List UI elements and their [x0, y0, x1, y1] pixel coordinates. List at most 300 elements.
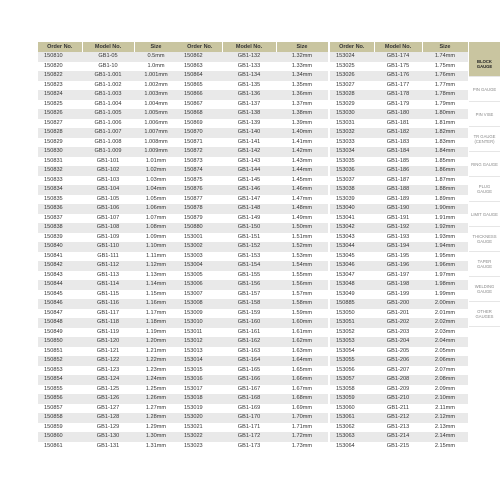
size-cell: 1.11mm [134, 252, 178, 262]
sidebar-item-tr-gauge-center[interactable]: TR GAUGE (CENTER) [469, 127, 500, 152]
order-no-cell: 153041 [330, 214, 374, 224]
size-cell: 1.65mm [276, 366, 328, 376]
order-no-cell: 150849 [38, 328, 82, 338]
order-no-cell: 150851 [38, 347, 82, 357]
table-row [178, 157, 328, 167]
table-row [38, 375, 178, 385]
size-cell: 1.38mm [276, 109, 328, 119]
order-no-cell: 150880 [178, 223, 222, 233]
size-cell: 1.33mm [276, 62, 328, 72]
order-no-cell: 153033 [330, 138, 374, 148]
model-no-cell: GB1-111 [82, 252, 134, 262]
order-no-cell: 150833 [38, 176, 82, 186]
model-no-cell: GB1-192 [374, 223, 422, 233]
order-no-cell: 150828 [38, 128, 82, 138]
order-no-cell: 153003 [178, 252, 222, 262]
size-cell: 1.05mm [134, 195, 178, 205]
size-cell: 1.49mm [276, 214, 328, 224]
table-row [178, 52, 328, 62]
table-row [330, 432, 468, 442]
order-no-cell: 153014 [178, 356, 222, 366]
model-no-cell: GB1-189 [374, 195, 422, 205]
model-no-cell: GB1-183 [374, 138, 422, 148]
table-row [38, 337, 178, 347]
model-no-cell: GB1-1.009 [82, 147, 134, 157]
order-no-cell: 153015 [178, 366, 222, 376]
category-sidebar [469, 42, 500, 327]
size-cell: 0.5mm [134, 52, 178, 62]
sidebar-item-pin-vise[interactable]: PIN VISE [469, 102, 500, 127]
size-cell: 1.66mm [276, 375, 328, 385]
size-cell: 1.71mm [276, 423, 328, 433]
table-row [330, 138, 468, 148]
order-no-cell: 150869 [178, 119, 222, 129]
size-cell: 1.18mm [134, 318, 178, 328]
table-row [330, 280, 468, 290]
table-row [330, 166, 468, 176]
order-no-cell: 153058 [330, 385, 374, 395]
size-cell: 2.13mm [422, 423, 468, 433]
order-no-cell: 150857 [38, 404, 82, 414]
model-no-cell: GB1-186 [374, 166, 422, 176]
size-cell: 1.97mm [422, 271, 468, 281]
table-row [330, 356, 468, 366]
table-row [330, 413, 468, 423]
size-cell: 1.30mm [134, 432, 178, 442]
order-no-cell: 153051 [330, 318, 374, 328]
order-no-cell: 153053 [330, 337, 374, 347]
size-cell: 1.91mm [422, 214, 468, 224]
table-row [38, 432, 178, 442]
table-row [178, 204, 328, 214]
order-no-cell: 150860 [38, 432, 82, 442]
order-no-cell: 153060 [330, 404, 374, 414]
order-no-cell: 153007 [178, 290, 222, 300]
model-no-cell: GB1-127 [82, 404, 134, 414]
table-row [38, 423, 178, 433]
model-no-cell: GB1-152 [222, 242, 276, 252]
model-no-cell: GB1-194 [374, 242, 422, 252]
model-no-cell: GB1-1.006 [82, 119, 134, 129]
model-no-cell: GB1-205 [374, 347, 422, 357]
table-row [330, 423, 468, 433]
size-cell: 1.56mm [276, 280, 328, 290]
table-row [178, 299, 328, 309]
model-no-cell: GB1-133 [222, 62, 276, 72]
order-no-cell: 153031 [330, 119, 374, 129]
table-row [38, 242, 178, 252]
header-size: Size [276, 42, 328, 52]
size-cell: 1.14mm [134, 280, 178, 290]
order-no-cell: 150875 [178, 176, 222, 186]
table-row [178, 394, 328, 404]
order-no-cell: 150879 [178, 214, 222, 224]
table-row [178, 166, 328, 176]
order-no-cell: 150824 [38, 90, 82, 100]
model-no-cell: GB1-172 [222, 432, 276, 442]
order-no-cell: 153029 [330, 100, 374, 110]
model-no-cell: GB1-207 [374, 366, 422, 376]
order-no-cell: 150871 [178, 138, 222, 148]
order-no-cell: 150861 [38, 442, 82, 452]
table-row [38, 413, 178, 423]
model-no-cell: GB1-199 [374, 290, 422, 300]
order-no-cell: 150846 [38, 299, 82, 309]
table-row [38, 204, 178, 214]
model-no-cell: GB1-206 [374, 356, 422, 366]
order-no-cell: 153023 [178, 442, 222, 452]
model-no-cell: GB1-202 [374, 318, 422, 328]
table-row [330, 366, 468, 376]
order-no-cell: 153050 [330, 309, 374, 319]
size-cell: 1.21mm [134, 347, 178, 357]
sidebar-header-bar [469, 42, 500, 52]
size-cell: 1.006mm [134, 119, 178, 129]
sidebar-item-plug-gauge[interactable]: PLUG GAUGE [469, 177, 500, 202]
size-cell: 1.80mm [422, 109, 468, 119]
order-no-cell: 153004 [178, 261, 222, 271]
table-row [330, 404, 468, 414]
model-no-cell: GB1-171 [222, 423, 276, 433]
table-row [178, 385, 328, 395]
table-row [178, 223, 328, 233]
model-no-cell: GB1-215 [374, 442, 422, 452]
order-no-cell: 150863 [178, 62, 222, 72]
table-row [178, 309, 328, 319]
order-no-cell: 153009 [178, 309, 222, 319]
gauge-table-2 [178, 42, 329, 451]
model-no-cell: GB1-103 [82, 176, 134, 186]
model-no-cell: GB1-145 [222, 176, 276, 186]
table-row [330, 147, 468, 157]
sidebar-item-pin-gauge[interactable]: PIN GAUGE [469, 77, 500, 102]
table-row [178, 366, 328, 376]
table-row [38, 138, 178, 148]
model-no-cell: GB1-170 [222, 413, 276, 423]
table-row [330, 290, 468, 300]
order-no-cell: 150873 [178, 157, 222, 167]
size-cell: 1.03mm [134, 176, 178, 186]
order-no-cell: 153038 [330, 185, 374, 195]
table-row [38, 347, 178, 357]
header-order-no: Order No. [178, 42, 222, 52]
table-row [330, 81, 468, 91]
table-row [330, 100, 468, 110]
model-no-cell: GB1-117 [82, 309, 134, 319]
model-no-cell: GB1-107 [82, 214, 134, 224]
sidebar-item-block-gauge[interactable]: BLOCK GAUGE [469, 52, 500, 77]
table-row [38, 280, 178, 290]
size-cell: 1.08mm [134, 223, 178, 233]
order-no-cell: 153055 [330, 356, 374, 366]
order-no-cell: 150866 [178, 90, 222, 100]
header-order-no: Order No. [38, 42, 82, 52]
order-no-cell: 153032 [330, 128, 374, 138]
size-cell: 1.59mm [276, 309, 328, 319]
model-no-cell: GB1-176 [374, 71, 422, 81]
model-no-cell: GB1-128 [82, 413, 134, 423]
table-row [178, 432, 328, 442]
size-cell: 2.11mm [422, 404, 468, 414]
size-cell: 1.25mm [134, 385, 178, 395]
model-no-cell: GB1-214 [374, 432, 422, 442]
table-row [330, 394, 468, 404]
table-row [38, 309, 178, 319]
table-row [178, 128, 328, 138]
order-no-cell: 150825 [38, 100, 82, 110]
size-cell: 2.10mm [422, 394, 468, 404]
size-cell: 1.36mm [276, 90, 328, 100]
table-row [178, 375, 328, 385]
model-no-cell: GB1-178 [374, 90, 422, 100]
size-cell: 1.007mm [134, 128, 178, 138]
size-cell: 1.008mm [134, 138, 178, 148]
size-cell: 1.92mm [422, 223, 468, 233]
table-row [178, 413, 328, 423]
table-row [38, 252, 178, 262]
model-no-cell: GB1-158 [222, 299, 276, 309]
size-cell: 1.83mm [422, 138, 468, 148]
size-cell: 1.24mm [134, 375, 178, 385]
size-cell: 1.17mm [134, 309, 178, 319]
order-no-cell: 153030 [330, 109, 374, 119]
table-row [330, 119, 468, 129]
sidebar-item-thickness-gauge[interactable]: THICKNESS GAUGE [469, 227, 500, 252]
size-cell: 1.26mm [134, 394, 178, 404]
model-no-cell: GB1-180 [374, 109, 422, 119]
table-row [38, 214, 178, 224]
size-cell: 1.95mm [422, 252, 468, 262]
model-no-cell: GB1-1.001 [82, 71, 134, 81]
size-cell: 1.63mm [276, 347, 328, 357]
order-no-cell: 153013 [178, 347, 222, 357]
table-row [38, 404, 178, 414]
order-no-cell: 150829 [38, 138, 82, 148]
size-cell: 1.67mm [276, 385, 328, 395]
size-cell: 1.40mm [276, 128, 328, 138]
order-no-cell: 153059 [330, 394, 374, 404]
order-no-cell: 153028 [330, 90, 374, 100]
order-no-cell: 153020 [178, 413, 222, 423]
size-cell: 2.04mm [422, 337, 468, 347]
order-no-cell: 153035 [330, 157, 374, 167]
sidebar-item-ring-gauge[interactable]: RING GAUGE [469, 152, 500, 177]
model-no-cell: GB1-102 [82, 166, 134, 176]
order-no-cell: 150830 [38, 147, 82, 157]
table-row [330, 71, 468, 81]
size-cell: 1.69mm [276, 404, 328, 414]
table-row [330, 223, 468, 233]
order-no-cell: 153019 [178, 404, 222, 414]
table-row [178, 404, 328, 414]
order-no-cell: 153039 [330, 195, 374, 205]
table-row [178, 242, 328, 252]
size-cell: 1.005mm [134, 109, 178, 119]
sidebar-item-taper-gauge[interactable]: TAPER GAUGE [469, 252, 500, 277]
model-no-cell: GB1-191 [374, 214, 422, 224]
size-cell: 1.002mm [134, 81, 178, 91]
table-row [330, 195, 468, 205]
order-no-cell: 153017 [178, 385, 222, 395]
model-no-cell: GB1-125 [82, 385, 134, 395]
table-row [38, 185, 178, 195]
size-cell: 1.32mm [276, 52, 328, 62]
model-no-cell: GB1-169 [222, 404, 276, 414]
sidebar-item-welding-gauge[interactable]: WELDING GAUGE [469, 277, 500, 302]
size-cell: 1.93mm [422, 233, 468, 243]
order-no-cell: 150855 [38, 385, 82, 395]
model-no-cell: GB1-156 [222, 280, 276, 290]
model-no-cell: GB1-179 [374, 100, 422, 110]
size-cell: 1.19mm [134, 328, 178, 338]
size-cell: 2.08mm [422, 375, 468, 385]
model-no-cell: GB1-141 [222, 138, 276, 148]
model-no-cell: GB1-140 [222, 128, 276, 138]
table-row [330, 271, 468, 281]
table-row [178, 176, 328, 186]
header-size: Size [422, 42, 468, 52]
order-no-cell: 150841 [38, 252, 82, 262]
model-no-cell: GB1-155 [222, 271, 276, 281]
order-no-cell: 150826 [38, 109, 82, 119]
size-cell: 1.79mm [422, 100, 468, 110]
model-no-cell: GB1-131 [82, 442, 134, 452]
order-no-cell: 153044 [330, 242, 374, 252]
order-no-cell: 150876 [178, 185, 222, 195]
order-no-cell: 153005 [178, 271, 222, 281]
model-no-cell: GB1-212 [374, 413, 422, 423]
size-cell: 1.13mm [134, 271, 178, 281]
size-cell: 1.51mm [276, 233, 328, 243]
table-row [38, 356, 178, 366]
order-no-cell: 150867 [178, 100, 222, 110]
order-no-cell: 153024 [330, 52, 374, 62]
model-no-cell: GB1-159 [222, 309, 276, 319]
table-row [38, 299, 178, 309]
size-cell: 1.28mm [134, 413, 178, 423]
size-cell: 1.88mm [422, 185, 468, 195]
model-no-cell: GB1-144 [222, 166, 276, 176]
order-no-cell: 153048 [330, 280, 374, 290]
table-row [330, 318, 468, 328]
order-no-cell: 153008 [178, 299, 222, 309]
size-cell: 1.73mm [276, 442, 328, 452]
table-row [178, 261, 328, 271]
table-row [38, 128, 178, 138]
model-no-cell: GB1-130 [82, 432, 134, 442]
model-no-cell: GB1-209 [374, 385, 422, 395]
size-cell: 1.77mm [422, 81, 468, 91]
order-no-cell: 153045 [330, 252, 374, 262]
table-header-row [178, 42, 328, 52]
model-no-cell: GB1-213 [374, 423, 422, 433]
table-row [330, 185, 468, 195]
model-no-cell: GB1-118 [82, 318, 134, 328]
table-row [178, 328, 328, 338]
order-no-cell: 150842 [38, 261, 82, 271]
order-no-cell: 150836 [38, 204, 82, 214]
size-cell: 2.12mm [422, 413, 468, 423]
sidebar-item-limit-gauge[interactable]: LIMIT GAUGE [469, 202, 500, 227]
table-row [38, 394, 178, 404]
table-row [178, 147, 328, 157]
size-cell: 2.07mm [422, 366, 468, 376]
table-row [330, 214, 468, 224]
model-no-cell: GB1-157 [222, 290, 276, 300]
order-no-cell: 150845 [38, 290, 82, 300]
size-cell: 1.64mm [276, 356, 328, 366]
table-row [38, 223, 178, 233]
order-no-cell: 153027 [330, 81, 374, 91]
model-no-cell: GB1-123 [82, 366, 134, 376]
gauge-table-3 [330, 42, 469, 451]
size-cell: 1.31mm [134, 442, 178, 452]
size-cell: 2.02mm [422, 318, 468, 328]
table-row [38, 385, 178, 395]
sidebar-item-other-gauges[interactable]: OTHER GAUGES [469, 302, 500, 327]
size-cell: 1.78mm [422, 90, 468, 100]
model-no-cell: GB1-177 [374, 81, 422, 91]
model-no-cell: GB1-149 [222, 214, 276, 224]
model-no-cell: GB1-182 [374, 128, 422, 138]
size-cell: 1.81mm [422, 119, 468, 129]
model-no-cell: GB1-201 [374, 309, 422, 319]
model-no-cell: GB1-150 [222, 223, 276, 233]
order-no-cell: 150859 [38, 423, 82, 433]
table-row [38, 233, 178, 243]
table-row [178, 138, 328, 148]
table-row [330, 109, 468, 119]
order-no-cell: 150844 [38, 280, 82, 290]
order-no-cell: 153037 [330, 176, 374, 186]
order-no-cell: 150872 [178, 147, 222, 157]
model-no-cell: GB1-184 [374, 147, 422, 157]
size-cell: 2.00mm [422, 299, 468, 309]
model-no-cell: GB1-165 [222, 366, 276, 376]
size-cell: 1.001mm [134, 71, 178, 81]
model-no-cell: GB1-101 [82, 157, 134, 167]
table-row [38, 90, 178, 100]
size-cell: 1.82mm [422, 128, 468, 138]
model-no-cell: GB1-1.008 [82, 138, 134, 148]
size-cell: 1.003mm [134, 90, 178, 100]
size-cell: 1.61mm [276, 328, 328, 338]
order-no-cell: 150822 [38, 71, 82, 81]
model-no-cell: GB1-190 [374, 204, 422, 214]
size-cell: 1.01mm [134, 157, 178, 167]
table-row [38, 109, 178, 119]
size-cell: 1.0mm [134, 62, 178, 72]
model-no-cell: GB1-110 [82, 242, 134, 252]
size-cell: 1.34mm [276, 71, 328, 81]
order-no-cell: 153042 [330, 223, 374, 233]
order-no-cell: 153062 [330, 423, 374, 433]
order-no-cell: 153006 [178, 280, 222, 290]
size-cell: 1.75mm [422, 62, 468, 72]
model-no-cell: GB1-109 [82, 233, 134, 243]
order-no-cell: 150853 [38, 366, 82, 376]
model-no-cell: GB1-05 [82, 52, 134, 62]
size-cell: 1.70mm [276, 413, 328, 423]
table-row [178, 185, 328, 195]
size-cell: 1.44mm [276, 166, 328, 176]
model-no-cell: GB1-185 [374, 157, 422, 167]
model-no-cell: GB1-198 [374, 280, 422, 290]
order-no-cell: 153022 [178, 432, 222, 442]
order-no-cell: 153025 [330, 62, 374, 72]
size-cell: 1.94mm [422, 242, 468, 252]
model-no-cell: GB1-122 [82, 356, 134, 366]
